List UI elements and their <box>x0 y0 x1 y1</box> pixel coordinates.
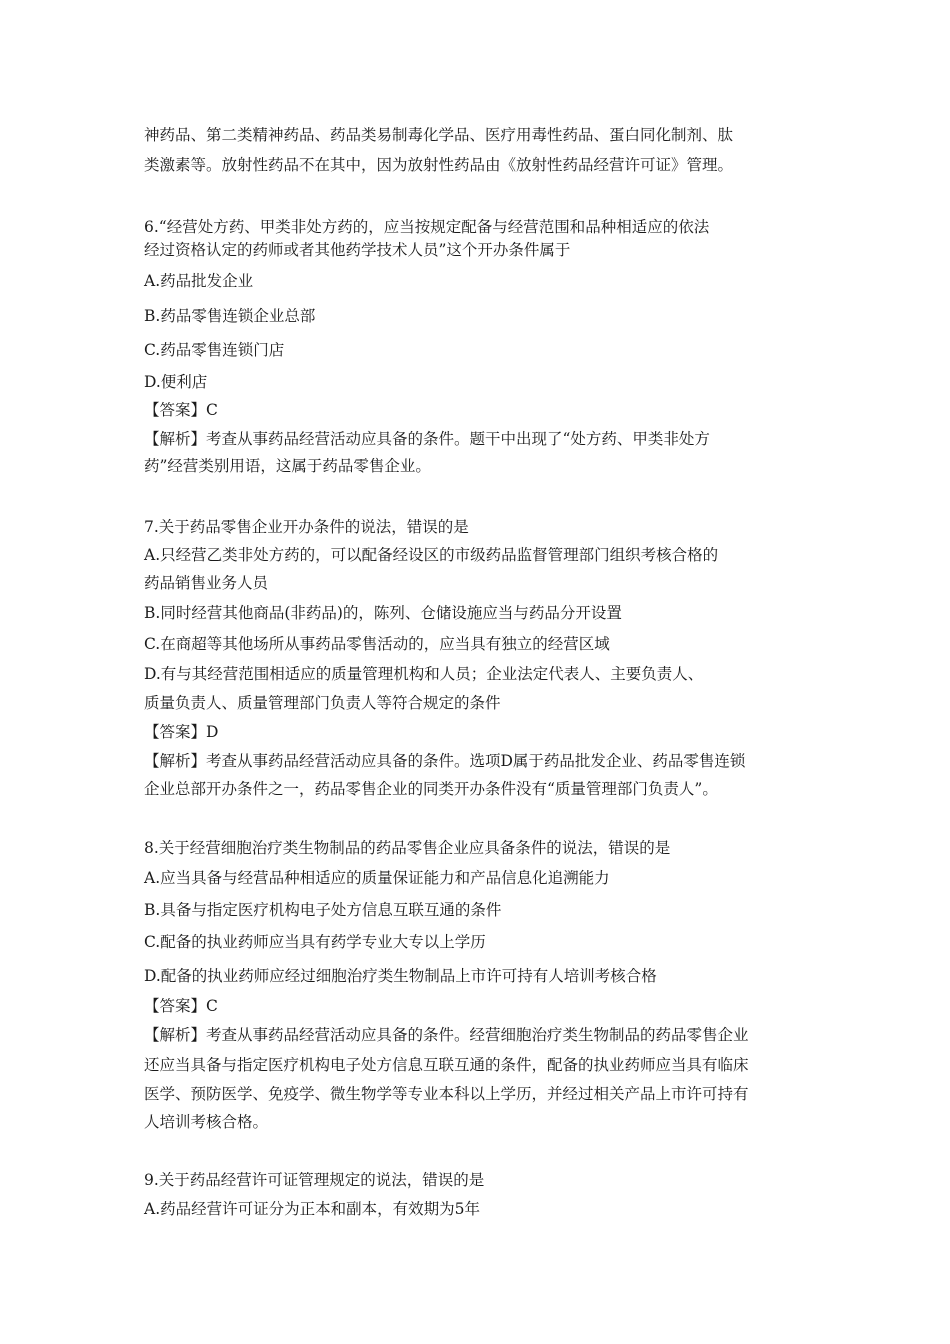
option-a: A.应当具备与经营品种相适应的质量保证能力和产品信息化追溯能力 <box>144 869 610 887</box>
option-b: B.药品零售连锁企业总部 <box>144 307 316 325</box>
analysis-line: 医学、预防医学、免疫学、微生物学等专业本科以上学历，并经过相关产品上市许可持有 <box>144 1085 749 1103</box>
analysis-line: 【解析】考查从事药品经营活动应具备的条件。题干中出现了“处方药、甲类非处方 <box>144 430 710 448</box>
answer-line: 【答案】C <box>144 997 218 1015</box>
question-stem-line: 9.关于药品经营许可证管理规定的说法，错误的是 <box>144 1171 485 1189</box>
option-a: A.只经营乙类非处方药的，可以配备经设区的市级药品监督管理部门组织考核合格的 <box>144 546 719 564</box>
option-c: C.配备的执业药师应当具有药学专业大专以上学历 <box>144 933 486 951</box>
analysis-line: 【解析】考查从事药品经营活动应具备的条件。选项D属于药品批发企业、药品零售连锁 <box>144 752 746 770</box>
option-d-continued: 质量负责人、质量管理部门负责人等符合规定的条件 <box>144 694 501 712</box>
option-d: D.有与其经营范围相适应的质量管理机构和人员；企业法定代表人、主要负责人、 <box>144 665 704 683</box>
option-d: D.便利店 <box>144 373 208 391</box>
option-d: D.配备的执业药师应经过细胞治疗类生物制品上市许可持有人培训考核合格 <box>144 967 657 985</box>
option-a: A.药品经营许可证分为正本和副本，有效期为5年 <box>144 1200 480 1218</box>
question-stem-line: 7.关于药品零售企业开办条件的说法，错误的是 <box>144 518 469 536</box>
intro-line-1: 神药品、第二类精神药品、药品类易制毒化学品、医疗用毒性药品、蛋白同化制剂、肽 <box>144 126 734 144</box>
option-b: B.具备与指定医疗机构电子处方信息互联互通的条件 <box>144 901 502 919</box>
analysis-line: 【解析】考查从事药品经营活动应具备的条件。经营细胞治疗类生物制品的药品零售企业 <box>144 1026 749 1044</box>
option-c: C.在商超等其他场所从事药品零售活动的，应当具有独立的经营区域 <box>144 635 610 653</box>
option-a: A.药品批发企业 <box>144 272 254 290</box>
analysis-line: 药”经营类别用语，这属于药品零售企业。 <box>144 457 431 475</box>
analysis-line: 人培训考核合格。 <box>144 1113 269 1131</box>
question-stem-line: 6.“经营处方药、甲类非处方药的，应当按规定配备与经营范围和品种相适应的依法 <box>144 218 710 236</box>
option-a-continued: 药品销售业务人员 <box>144 574 269 592</box>
answer-line: 【答案】D <box>144 723 219 741</box>
option-c: C.药品零售连锁门店 <box>144 341 285 359</box>
option-b: B.同时经营其他商品(非药品)的，陈列、仓储设施应当与药品分开设置 <box>144 604 622 622</box>
intro-line-2: 类激素等。放射性药品不在其中，因为放射性药品由《放射性药品经营许可证》管理。 <box>144 156 734 174</box>
question-stem-line: 8.关于经营细胞治疗类生物制品的药品零售企业应具备条件的说法，错误的是 <box>144 839 671 857</box>
analysis-line: 企业总部开办条件之一，药品零售企业的同类开办条件没有“质量管理部门负责人”。 <box>144 780 718 798</box>
answer-line: 【答案】C <box>144 401 218 419</box>
analysis-line: 还应当具备与指定医疗机构电子处方信息互联互通的条件，配备的执业药师应当具有临床 <box>144 1056 749 1074</box>
question-stem-line: 经过资格认定的药师或者其他药学技术人员”这个开办条件属于 <box>144 241 571 259</box>
